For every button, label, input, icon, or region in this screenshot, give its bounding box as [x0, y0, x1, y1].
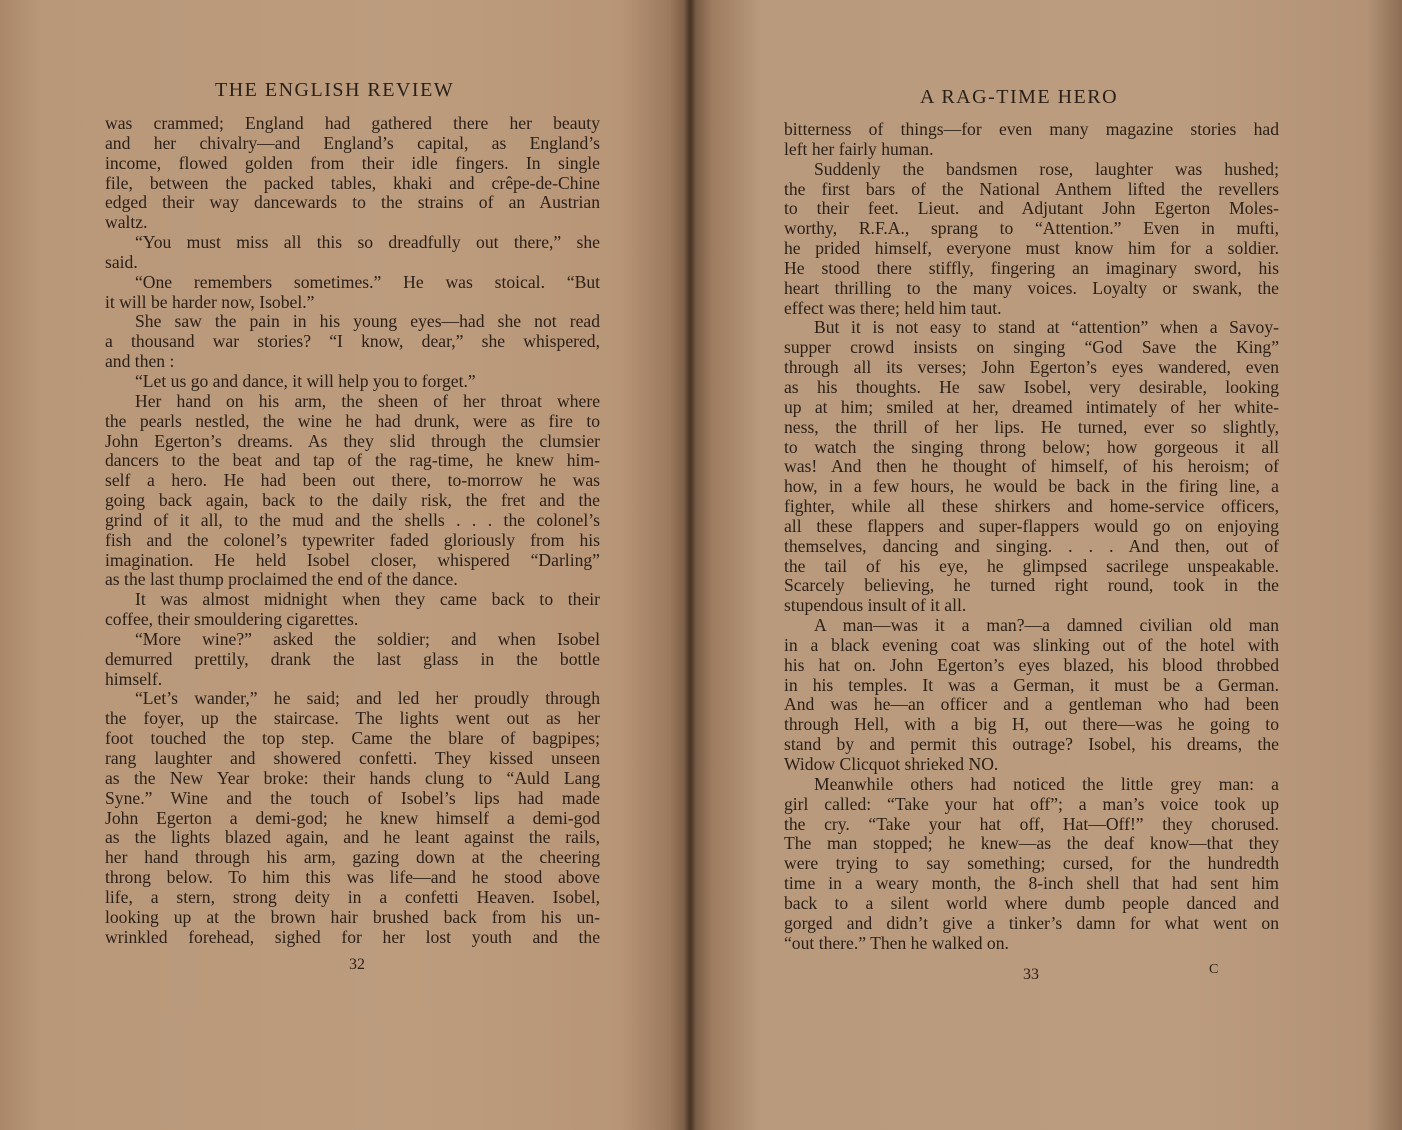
text-line: stand by and permit this outrage? Isobel, his dreams, the — [784, 734, 1279, 755]
text-line: through Hell, with a big H, out there—was he going to — [784, 714, 1279, 735]
text-line: the first bars of the National Anthem lifted the revellers — [784, 178, 1279, 199]
text-line: She saw the pain in his young eyes—had she not read — [135, 311, 600, 332]
text-line: back to a silent world where dumb people danced and — [784, 892, 1279, 913]
text-line: all these flappers and super-flappers would go on enjoying — [784, 515, 1279, 536]
text-line: wrinkled forehead, sighed for her lost youth and the — [105, 926, 600, 947]
text-line: her hand through his arm, gazing down at the cheering — [105, 847, 600, 868]
text-line: themselves, dancing and singing. . . . And then, out of — [784, 535, 1279, 556]
text-line: fish and the colonel’s typewriter faded gloriously from his — [105, 529, 600, 550]
text-line: John Egerton’s dreams. As they slid through the clumsier — [105, 430, 600, 451]
text-line: supper crowd insists on singing “God Save the King” — [784, 337, 1279, 358]
text-line: worthy, R.F.A., sprang to “Attention.” Even in mufti, — [784, 218, 1279, 239]
text-line: gorged and didn’t give a tinker’s damn for what went on — [784, 912, 1279, 933]
text-line: He stood there stiffly, fingering an imaginary sword, his — [784, 257, 1279, 278]
text-line: Scarcely believing, he turned right round, took in the — [784, 575, 1279, 596]
text-line: stupendous insult of it all. — [784, 595, 967, 616]
text-line: to watch the singing throng below; how gorgeous it all — [784, 436, 1279, 457]
text-line: bitterness of things—for even many magazine stories had — [784, 119, 1279, 139]
text-line: imagination. He held Isobel closer, whispered “Darling” — [105, 549, 600, 570]
text-line: throng below. To him this was life—and he stood above — [105, 867, 600, 888]
left-page-text — [105, 114, 600, 947]
text-line: “More wine?” asked the soldier; and when Isobel — [135, 628, 600, 649]
text-line: said. — [105, 251, 138, 272]
text-line: effect was there; held him taut. — [784, 297, 1002, 318]
text-line: was! And then he thought of himself, of his heroism; of — [784, 456, 1279, 477]
text-line: going back again, back to the daily risk, the fret and the — [105, 490, 600, 511]
running-head-left: THE ENGLISH REVIEW — [215, 79, 455, 101]
text-line: in his temples. It was a German, it must be a German. — [784, 674, 1279, 695]
text-line: The man stopped; he knew—as the deaf know—that they — [784, 833, 1279, 854]
text-line: self a hero. He had been out there, to-morrow he was — [105, 470, 600, 491]
text-line: it will be harder now, Isobel.” — [105, 291, 315, 312]
text-line: foot touched the top step. Came the blare of bagpipes; — [105, 728, 600, 749]
text-line: and her chivalry—and England’s capital, as England’s — [105, 132, 600, 153]
text-line: rang laughter and showered confetti. They kissed unseen — [105, 748, 600, 768]
text-line: the tail of his eye, he glimpsed sacrilege unspeakable. — [784, 555, 1279, 576]
text-line: the foyer, up the staircase. The lights went out as her — [105, 708, 600, 729]
text-line: “out there.” Then he walked on. — [784, 932, 1009, 953]
text-line: John Egerton a demi-god; he knew himself a demi-god — [105, 807, 600, 828]
text-line: a thousand war stories? “I know, dear,” she whispered, — [105, 331, 600, 352]
text-line: grind of it all, to the mud and the shells . . . the colonel’s — [105, 509, 600, 530]
text-line: to their feet. Lieut. and Adjutant John Egerton Moles- — [784, 198, 1279, 219]
text-line: income, flowed golden from their idle fingers. In single — [105, 152, 600, 173]
text-line: fighter, while all these shirkers and home-service officers, — [784, 496, 1279, 517]
text-line: dancers to the beat and tap of the rag-time, he knew him- — [105, 450, 600, 471]
text-line: girl called: “Take your hat off”; a man’s voice took up — [784, 793, 1279, 814]
text-line: himself. — [105, 668, 163, 689]
text-line: Widow Clicquot shrieked NO. — [784, 754, 999, 774]
text-line: “Let us go and dance, it will help you to forget.” — [135, 370, 476, 391]
text-line: A man—was it a man?—a damned civilian old man — [814, 615, 1279, 636]
book-gutter — [684, 0, 696, 1130]
text-line: the cry. “Take your hat off, Hat—Off!” they chorused. — [784, 813, 1279, 834]
text-line: Her hand on his arm, the sheen of her throat where — [135, 390, 600, 411]
text-line: in a black evening coat was slinking out of the hotel with — [784, 634, 1279, 655]
text-line: “One remembers sometimes.” He was stoical. “But — [135, 271, 600, 292]
page-number-right: 33 — [1023, 966, 1039, 983]
text-line: how, in a few hours, he would be back in the firing line, a — [784, 476, 1279, 497]
right-page-text — [784, 120, 1279, 953]
text-line: as the lights blazed again, and he leant against the rails, — [105, 827, 600, 848]
text-line: and then : — [105, 351, 175, 372]
text-line: left her fairly human. — [784, 138, 934, 159]
text-line: up at him; smiled at her, dreamed intimately of her white- — [784, 396, 1279, 417]
text-line: looking up at the brown hair brushed back from his un- — [105, 906, 600, 927]
text-line: edged their way dancewards to the strains of an Austrian — [105, 192, 600, 213]
text-line: he prided himself, everyone must know him for a soldier. — [784, 238, 1279, 259]
text-line: Syne.” Wine and the touch of Isobel’s lips had made — [105, 787, 600, 808]
text-line: ness, the thrill of her lips. He turned, ever so slightly, — [784, 416, 1279, 437]
text-line: But it is not easy to stand at “attention” when a Savoy- — [814, 317, 1279, 338]
text-line: the pearls nestled, the wine he had drunk, were as fire to — [105, 410, 600, 431]
left-page — [0, 0, 690, 1130]
text-line: file, between the packed tables, khaki and crêpe-de-Chine — [105, 172, 600, 193]
text-line: life, a stern, strong deity in a confetti Heaven. Isobel, — [105, 886, 600, 907]
text-line: Meanwhile others had noticed the little grey man: a — [814, 773, 1279, 794]
running-head-right: A RAG-TIME HERO — [920, 86, 1119, 108]
text-line: Suddenly the bandsmen rose, laughter was hushed; — [814, 158, 1279, 179]
text-line: were trying to say something; cursed, for the hundredth — [784, 853, 1279, 874]
right-page — [690, 0, 1402, 1130]
text-line: demurred prettily, drank the last glass in the bottle — [105, 648, 600, 669]
signature-mark: C — [1209, 962, 1219, 977]
text-line: heart thrilling to the many voices. Loyalty or swank, the — [784, 277, 1279, 298]
text-line: It was almost midnight when they came back to their — [135, 589, 600, 610]
text-line: as his thoughts. He saw Isobel, very desirable, looking — [784, 376, 1279, 397]
page-number-left: 32 — [349, 956, 365, 973]
text-line: as the last thump proclaimed the end of the dance. — [105, 569, 458, 590]
text-line: “Let’s wander,” he said; and led her proudly through — [135, 688, 600, 709]
text-line: “You must miss all this so dreadfully out there,” she — [135, 232, 600, 253]
text-line: through all its verses; John Egerton’s eyes wandered, even — [784, 357, 1279, 378]
text-line: was crammed; England had gathered there her beauty — [105, 113, 600, 133]
text-line: as the New Year broke: their hands clung to “Auld Lang — [105, 767, 600, 788]
text-line: his hat on. John Egerton’s eyes blazed, his blood throbbed — [784, 654, 1279, 675]
text-line: coffee, their smouldering cigarettes. — [105, 609, 359, 630]
text-line: waltz. — [105, 212, 148, 233]
text-line: And was he—an officer and a gentleman who had been — [784, 694, 1279, 715]
text-line: time in a weary month, the 8-inch shell that had sent him — [784, 873, 1279, 894]
